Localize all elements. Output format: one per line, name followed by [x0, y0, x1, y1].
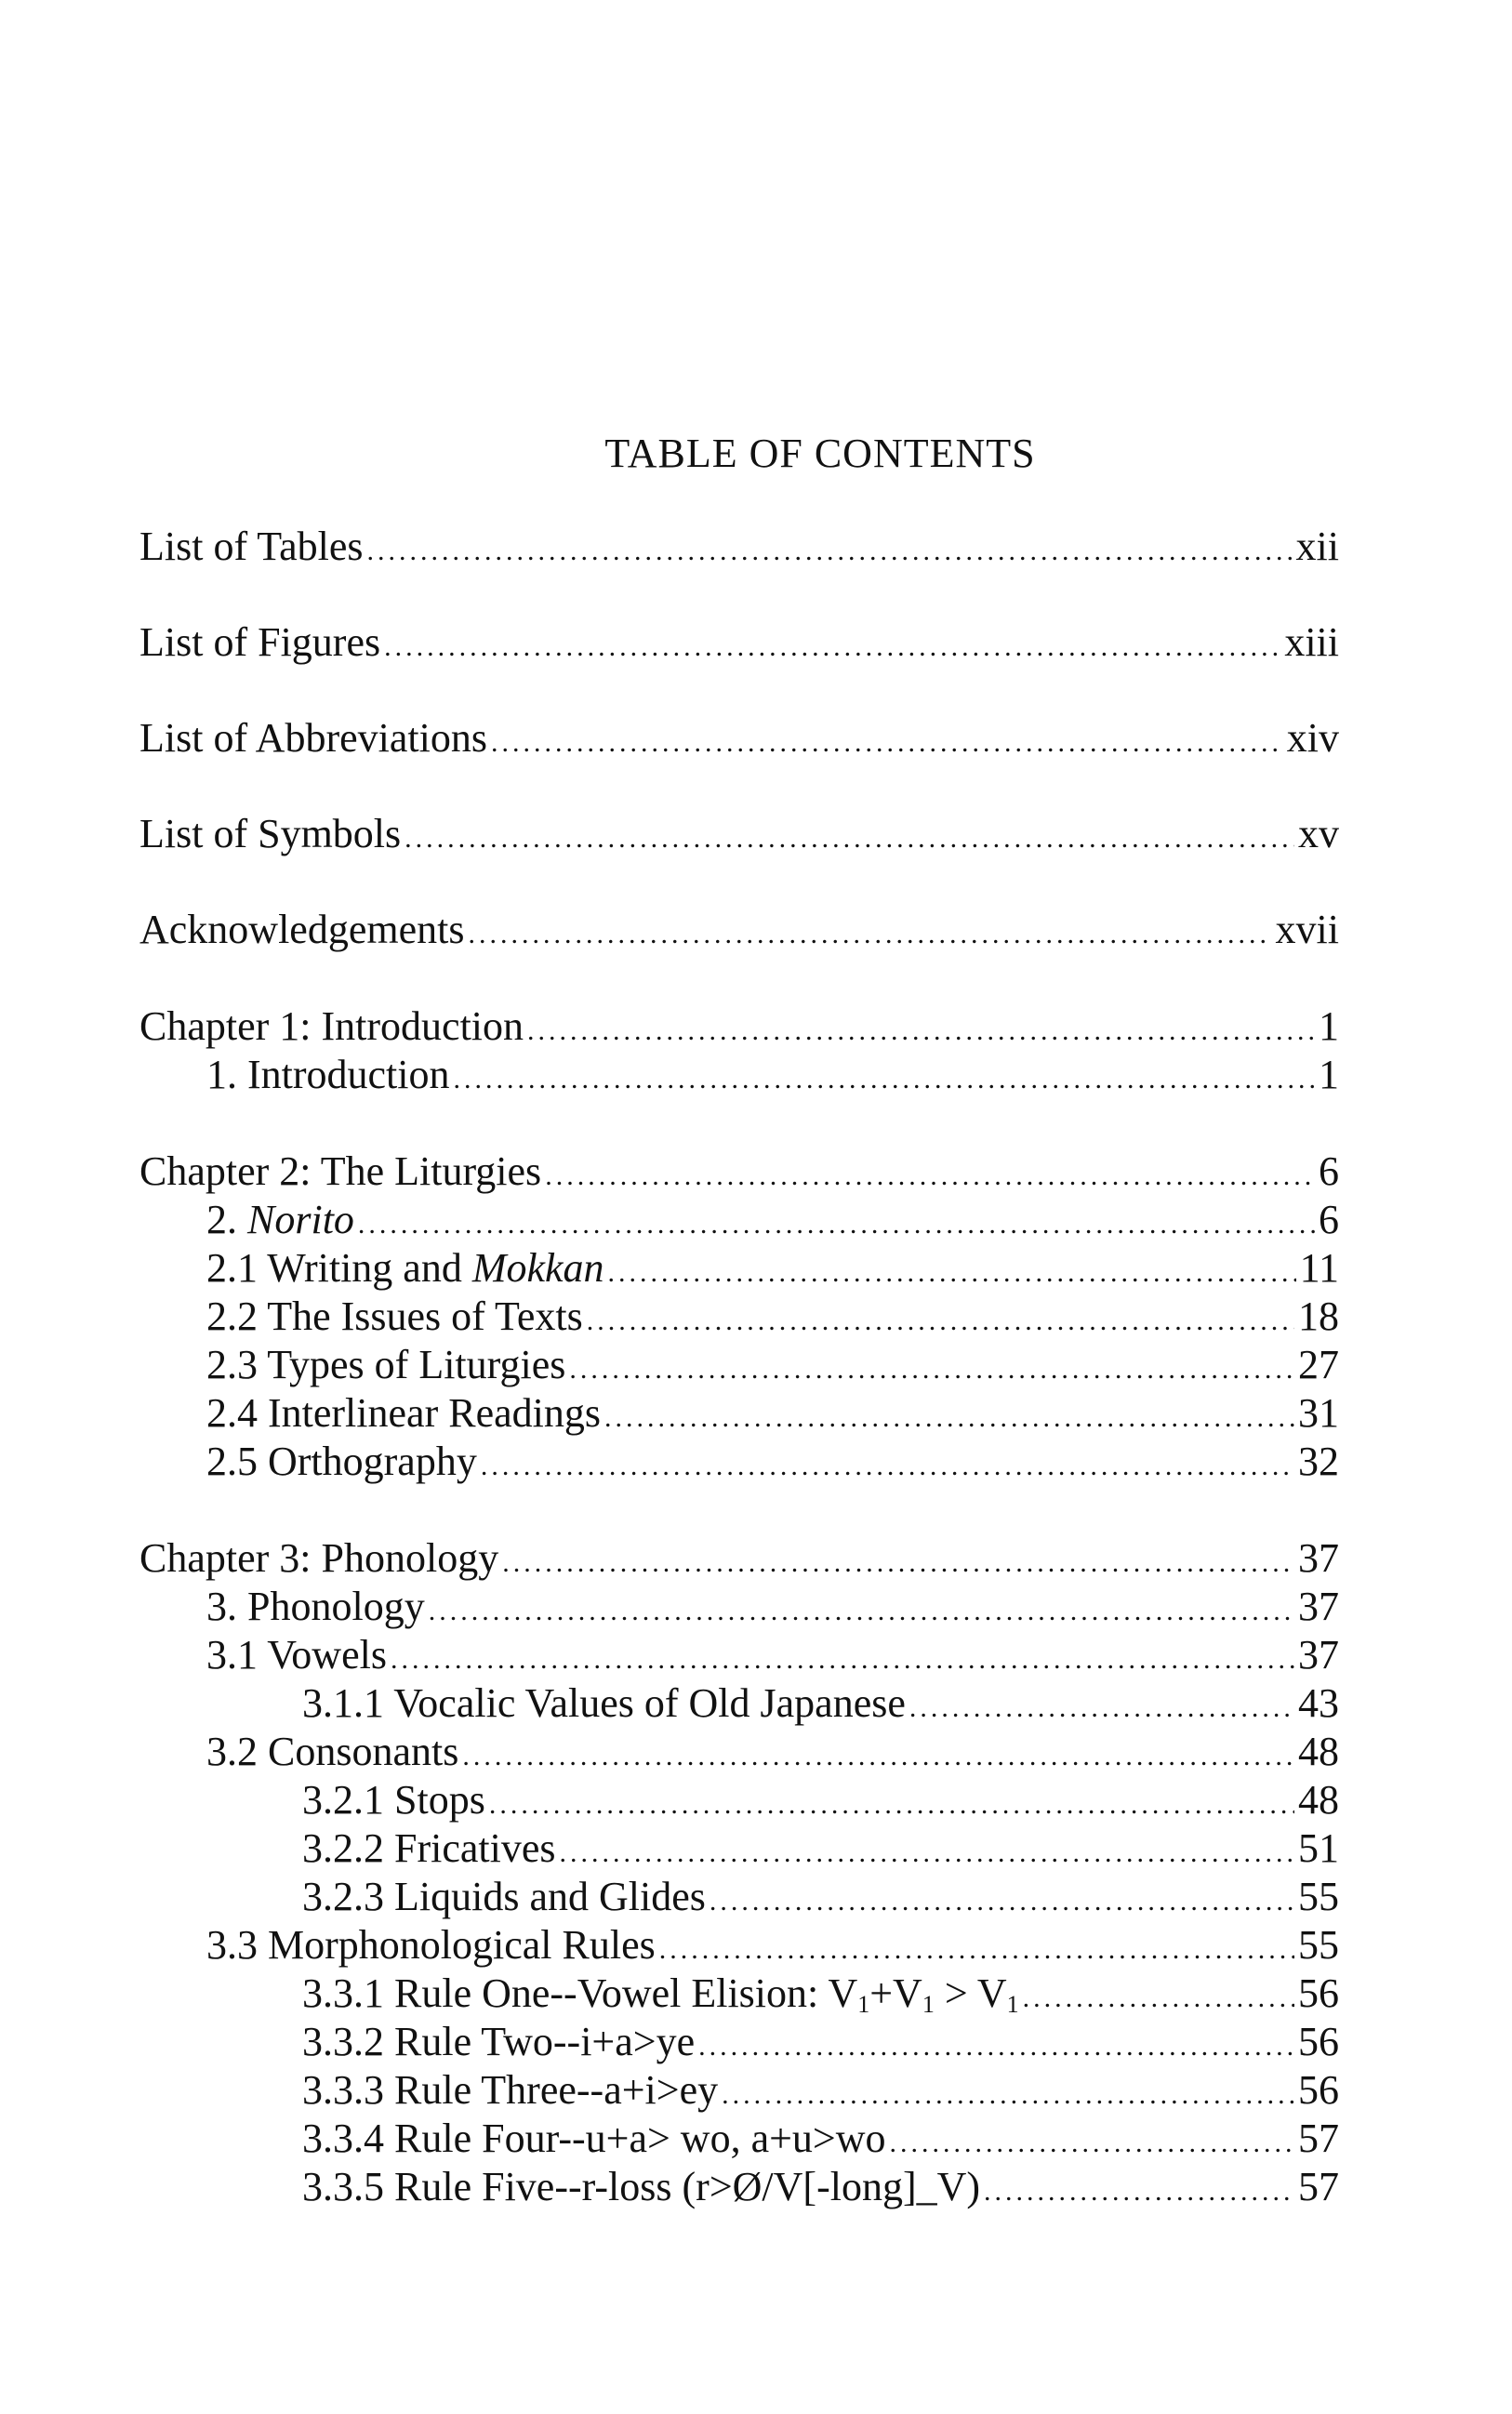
- toc-entry-section-2-5[interactable]: [139, 1436, 1339, 1488]
- toc-entry-page: 48: [1298, 1777, 1339, 1823]
- toc-entry-page: 37: [1298, 1584, 1339, 1629]
- dot-leader: [454, 1054, 1315, 1106]
- toc-entry-page: 1: [1319, 1003, 1339, 1049]
- toc-entry-label: 3.2.3 Liquids and Glides: [302, 1874, 706, 1919]
- rule-text: +V: [869, 1970, 922, 2016]
- toc-entry-page: 27: [1298, 1342, 1339, 1387]
- rule-text: 3.3.1 Rule One--Vowel Elision: V: [302, 1970, 858, 2016]
- toc-entry-label: 1. Introduction: [206, 1052, 450, 1097]
- dot-leader: [491, 717, 1283, 769]
- toc-entry-page: 18: [1298, 1293, 1339, 1339]
- toc-entry-section-3-2[interactable]: [139, 1726, 1339, 1778]
- toc-entry-page: 37: [1298, 1632, 1339, 1678]
- toc-entry-section-2-1[interactable]: [139, 1242, 1339, 1294]
- toc-entry-label: Chapter 1: Introduction: [139, 1003, 524, 1049]
- toc-entry-page: 6: [1319, 1197, 1339, 1242]
- toc-entry-label: 3.1.1 Vocalic Values of Old Japanese: [302, 1680, 906, 1726]
- toc-entry-label: 3.3.5 Rule Five--r-loss (r>Ø/V[-long]_V): [302, 2164, 981, 2209]
- toc-entry-label: Acknowledgements: [139, 907, 465, 952]
- toc-entry-label: Chapter 2: The Liturgies: [139, 1148, 542, 1194]
- toc-entry-label: [206, 1194, 354, 1246]
- toc-entry-section-1[interactable]: [139, 1049, 1339, 1101]
- toc-entry-label: 3.2.2 Fricatives: [302, 1825, 556, 1871]
- toc-entry-list-of-figures[interactable]: [139, 617, 1339, 669]
- toc-entry-label: 3.1 Vowels: [206, 1632, 387, 1678]
- toc-entry-page: 55: [1298, 1874, 1339, 1919]
- toc-entry-label: 2.4 Interlinear Readings: [206, 1390, 601, 1436]
- toc-entry-list-of-abbreviations[interactable]: [139, 712, 1339, 764]
- toc-entry-label: 3.3.4 Rule Four--u+a> wo, a+u>wo: [302, 2116, 886, 2161]
- toc-entry-page: 48: [1298, 1729, 1339, 1774]
- toc-entry-page: 31: [1298, 1390, 1339, 1436]
- toc-entry-page: xii: [1295, 524, 1339, 569]
- toc-entry-page: 1: [1319, 1052, 1339, 1097]
- toc-entry-page: 6: [1319, 1148, 1339, 1194]
- toc-entry-page: xiv: [1286, 715, 1339, 761]
- dot-leader: [984, 2166, 1294, 2218]
- toc-entry-section-3-2-3[interactable]: [139, 1871, 1339, 1923]
- toc-entry-section-2[interactable]: [139, 1194, 1339, 1246]
- toc-entry-page: 11: [1299, 1245, 1339, 1291]
- toc-entry-section-3-3-4[interactable]: [139, 2113, 1339, 2165]
- toc-entry-page: xiii: [1284, 619, 1339, 665]
- toc-entry-label: 3.3.3 Rule Three--a+i>ey: [302, 2067, 719, 2113]
- toc-entry-acknowledgements[interactable]: [139, 904, 1339, 956]
- toc-entry-section-2-4[interactable]: [139, 1387, 1339, 1439]
- toc-entry-section-3-3-3[interactable]: [139, 2064, 1339, 2116]
- dot-leader: [384, 621, 1280, 673]
- toc-entry-page: 43: [1298, 1680, 1339, 1726]
- toc-entry-chapter-3[interactable]: [139, 1532, 1339, 1585]
- toc-entry-section-2-3[interactable]: [139, 1339, 1339, 1391]
- dot-leader: [405, 813, 1294, 865]
- toc-entry-section-3[interactable]: [139, 1581, 1339, 1633]
- dot-leader: [481, 1440, 1294, 1492]
- toc-entry-section-3-3-1[interactable]: [139, 1968, 1339, 2020]
- toc-entry-page: 51: [1298, 1825, 1339, 1871]
- toc-entry-label: List of Tables: [139, 524, 364, 569]
- toc-entry-section-3-3-2[interactable]: [139, 2016, 1339, 2068]
- toc-entry-list-of-symbols[interactable]: [139, 808, 1339, 860]
- label-prefix: 2.1 Writing and: [206, 1245, 472, 1291]
- toc-entry-page: 55: [1298, 1922, 1339, 1968]
- toc-entry-list-of-tables[interactable]: [139, 521, 1339, 573]
- toc-entry-label: [206, 1242, 604, 1294]
- toc-entry-section-3-1-1[interactable]: [139, 1678, 1339, 1730]
- toc-entry-page: xv: [1298, 811, 1339, 856]
- toc-entry-page: 56: [1298, 1970, 1339, 2016]
- toc-entry-section-2-2[interactable]: [139, 1291, 1339, 1343]
- toc-entry-section-3-3-5[interactable]: [139, 2161, 1339, 2213]
- toc-entry-label: 3. Phonology: [206, 1584, 425, 1629]
- toc-entry-label: 3.2 Consonants: [206, 1729, 459, 1774]
- toc-entry-label: 2.2 The Issues of Texts: [206, 1293, 583, 1339]
- subscript: 1: [1006, 1991, 1019, 2018]
- toc-entry-page: 57: [1298, 2164, 1339, 2209]
- toc-entry-page: 56: [1298, 2019, 1339, 2064]
- label-prefix: 2.: [206, 1197, 247, 1242]
- toc-entry-label: List of Symbols: [139, 811, 402, 856]
- toc-entry-section-3-1[interactable]: [139, 1629, 1339, 1681]
- label-italic: Mokkan: [471, 1245, 604, 1291]
- page-title: TABLE OF CONTENTS: [604, 431, 1036, 476]
- dot-leader: [468, 909, 1271, 961]
- toc-entry-label: 3.2.1 Stops: [302, 1777, 485, 1823]
- toc-entry-label: Chapter 3: Phonology: [139, 1535, 499, 1581]
- toc-entry-section-3-2-2[interactable]: [139, 1823, 1339, 1875]
- toc-entry-label: 3.3.2 Rule Two--i+a>ye: [302, 2019, 696, 2064]
- label-italic: Norito: [247, 1197, 354, 1242]
- toc-entry-chapter-1[interactable]: [139, 1001, 1339, 1053]
- toc-entry-page: 56: [1298, 2067, 1339, 2113]
- subscript: 1: [857, 1991, 870, 2018]
- subscript: 1: [922, 1991, 935, 2018]
- toc-entry-label: List of Figures: [139, 619, 381, 665]
- toc-entry-label: List of Abbreviations: [139, 715, 487, 761]
- toc-entry-section-3-3[interactable]: [139, 1919, 1339, 1971]
- toc-entry-page: 57: [1298, 2116, 1339, 2161]
- dot-leader: [367, 525, 1293, 577]
- toc-entry-chapter-2[interactable]: [139, 1146, 1339, 1198]
- toc-entry-section-3-2-1[interactable]: [139, 1774, 1339, 1826]
- toc-entry-label: 2.3 Types of Liturgies: [206, 1342, 566, 1387]
- toc-entry-label: 2.5 Orthography: [206, 1439, 477, 1484]
- rule-text: > V: [934, 1970, 1007, 2016]
- toc-entry-page: 37: [1298, 1535, 1339, 1581]
- toc-entry-page: 32: [1298, 1439, 1339, 1484]
- toc-entry-label: 3.3 Morphonological Rules: [206, 1922, 656, 1968]
- toc-entry-page: xvii: [1275, 907, 1339, 952]
